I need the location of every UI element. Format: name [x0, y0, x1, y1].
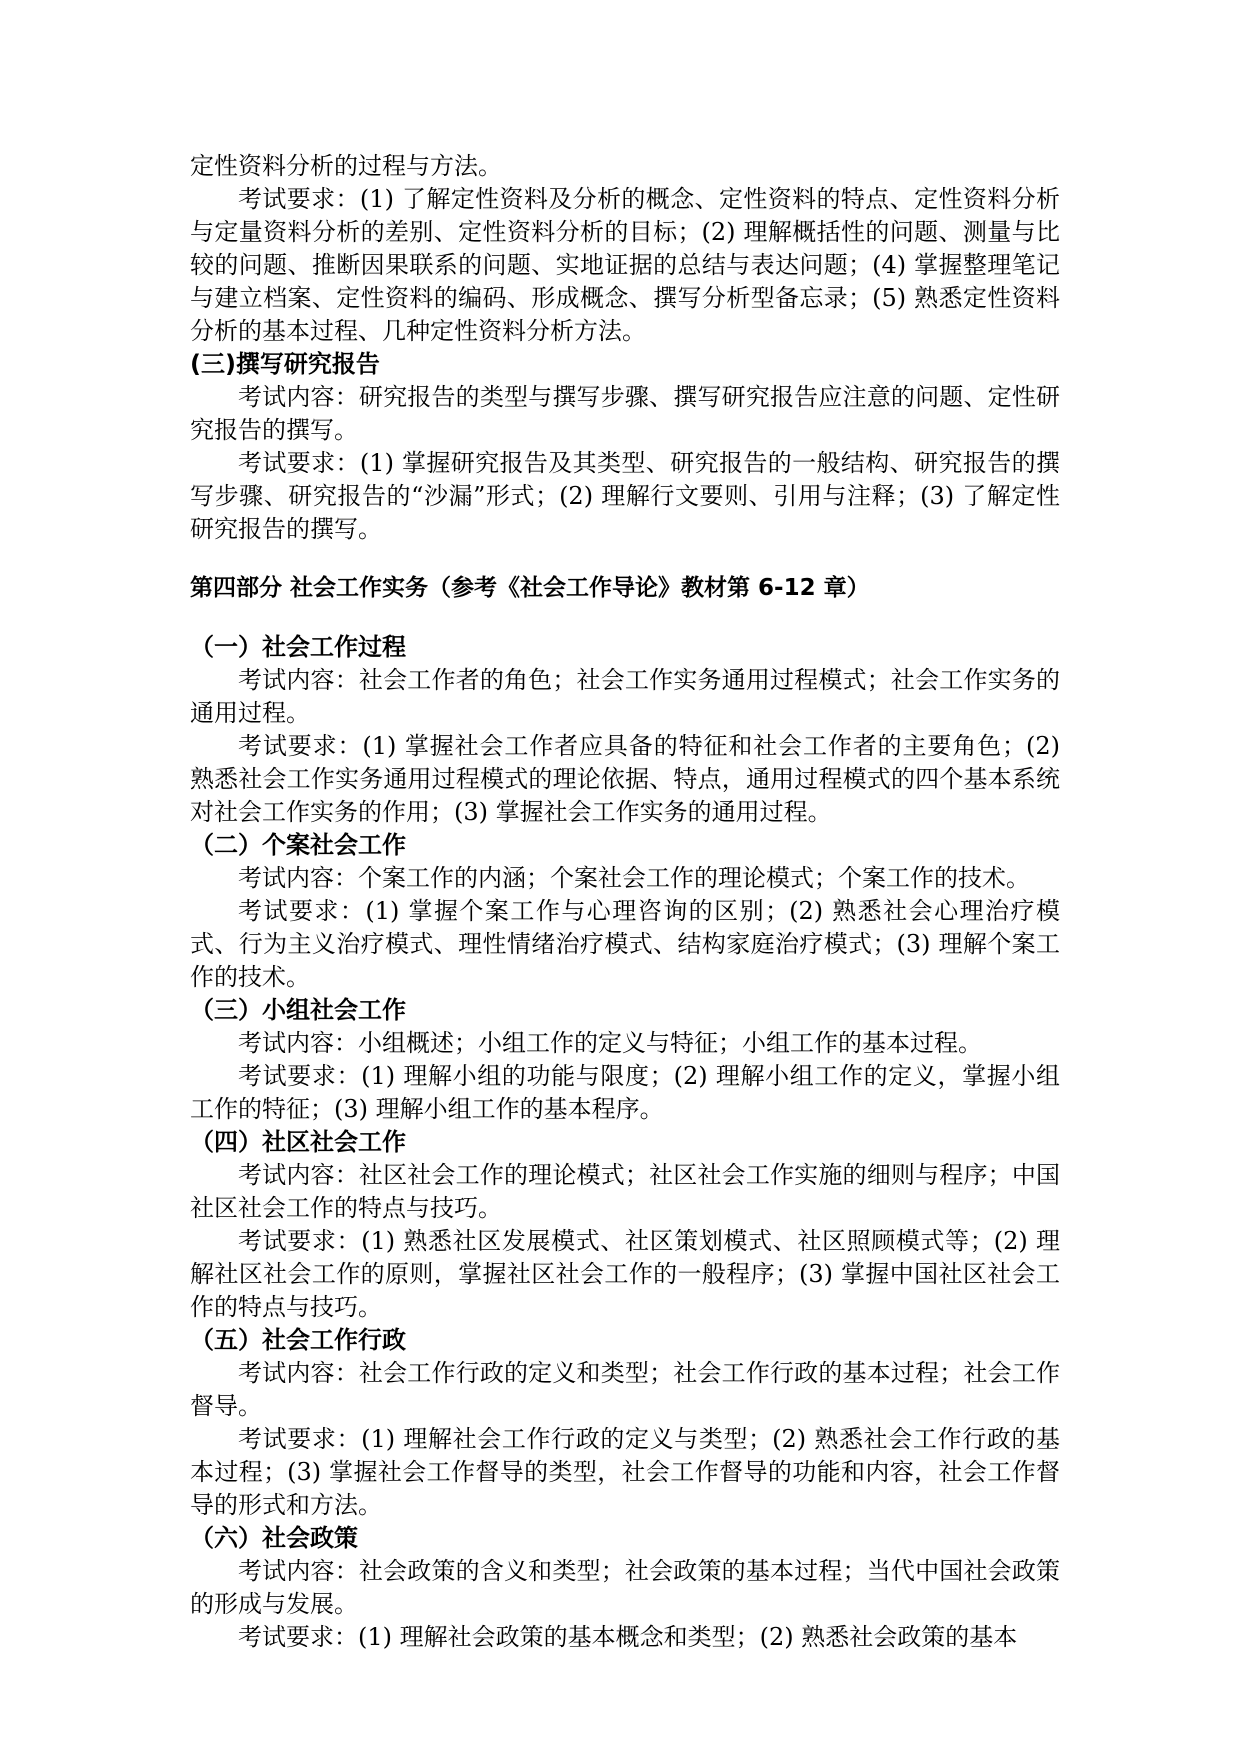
- section-content: 考试内容：社会政策的含义和类型；社会政策的基本过程；当代中国社会政策的形成与发展。: [190, 1557, 1060, 1618]
- section-heading: （六）社会政策: [190, 1524, 358, 1552]
- section-content: 考试内容：社区社会工作的理论模式；社区社会工作实施的细则与程序；中国社区社会工作的特点与技巧。: [190, 1161, 1060, 1222]
- section-requirements: 考试要求：(1) 理解社会政策的基本概念和类型；(2) 熟悉社会政策的基本: [238, 1623, 1018, 1651]
- section-content: 考试内容：社会工作行政的定义和类型；社会工作行政的基本过程；社会工作督导。: [190, 1359, 1060, 1420]
- section-content-report-writing: 考试内容：研究报告的类型与撰写步骤、撰写研究报告应注意的问题、定性研究报告的撰写。: [190, 383, 1060, 444]
- part-title: 第四部分 社会工作实务（参考《社会工作导论》教材第 6-12 章）: [190, 575, 870, 601]
- section-requirements: 考试要求：(1) 理解社会工作行政的定义与类型；(2) 熟悉社会工作行政的基本过程；(3) 掌握社会工作督导的类型，社会工作督导的功能和内容，社会工作督导的形式和方法。: [190, 1425, 1060, 1519]
- section-heading-report-writing: (三)撰写研究报告: [190, 350, 380, 378]
- document-page: [190, 150, 1060, 1654]
- part-sections: [190, 631, 1060, 1654]
- section-heading: （三）小组社会工作: [190, 996, 406, 1024]
- carryover-requirements: 考试要求：(1) 了解定性资料及分析的概念、定性资料的特点、定性资料分析与定量资料分析的差别、定性资料分析的目标；(2) 理解概括性的问题、测量与比较的问题、推断因果联系的问题、实地证据的总结与表达问题；(4) 掌握整理笔记与建立档案、定性资料的编码、形成概念、撰写分析型备忘录；(5) 熟悉定性资料分析的基本过程、几种定性资料分析方法。: [190, 185, 1060, 345]
- section-requirements-report-writing: 考试要求：(1) 掌握研究报告及其类型、研究报告的一般结构、研究报告的撰写步骤、研究报告的“沙漏”形式；(2) 理解行文要则、引用与注释；(3) 了解定性研究报告的撰写。: [190, 449, 1060, 543]
- section-heading: （一）社会工作过程: [190, 633, 406, 661]
- section-requirements: 考试要求：(1) 掌握社会工作者应具备的特征和社会工作者的主要角色；(2) 熟悉社会工作实务通用过程模式的理论依据、特点，通用过程模式的四个基本系统对社会工作实务的作用；(3) 掌握社会工作实务的通用过程。: [190, 732, 1060, 826]
- section-content: 考试内容：个案工作的内涵；个案社会工作的理论模式；个案工作的技术。: [238, 864, 1030, 892]
- section-requirements: 考试要求：(1) 熟悉社区发展模式、社区策划模式、社区照顾模式等；(2) 理解社区社会工作的原则，掌握社区社会工作的一般程序；(3) 掌握中国社区社会工作的特点与技巧。: [190, 1227, 1060, 1321]
- section-requirements: 考试要求：(1) 掌握个案工作与心理咨询的区别；(2) 熟悉社会心理治疗模式、行为主义治疗模式、理性情绪治疗模式、结构家庭治疗模式；(3) 理解个案工作的技术。: [190, 897, 1060, 991]
- section-heading: （五）社会工作行政: [190, 1326, 406, 1354]
- carryover-text: 定性资料分析的过程与方法。: [190, 152, 502, 180]
- section-content: 考试内容：小组概述；小组工作的定义与特征；小组工作的基本过程。: [238, 1029, 982, 1057]
- section-heading: （四）社区社会工作: [190, 1128, 406, 1156]
- section-heading: （二）个案社会工作: [190, 831, 406, 859]
- section-requirements: 考试要求：(1) 理解小组的功能与限度；(2) 理解小组工作的定义，掌握小组工作的特征；(3) 理解小组工作的基本程序。: [190, 1062, 1060, 1123]
- section-content: 考试内容：社会工作者的角色；社会工作实务通用过程模式；社会工作实务的通用过程。: [190, 666, 1060, 727]
